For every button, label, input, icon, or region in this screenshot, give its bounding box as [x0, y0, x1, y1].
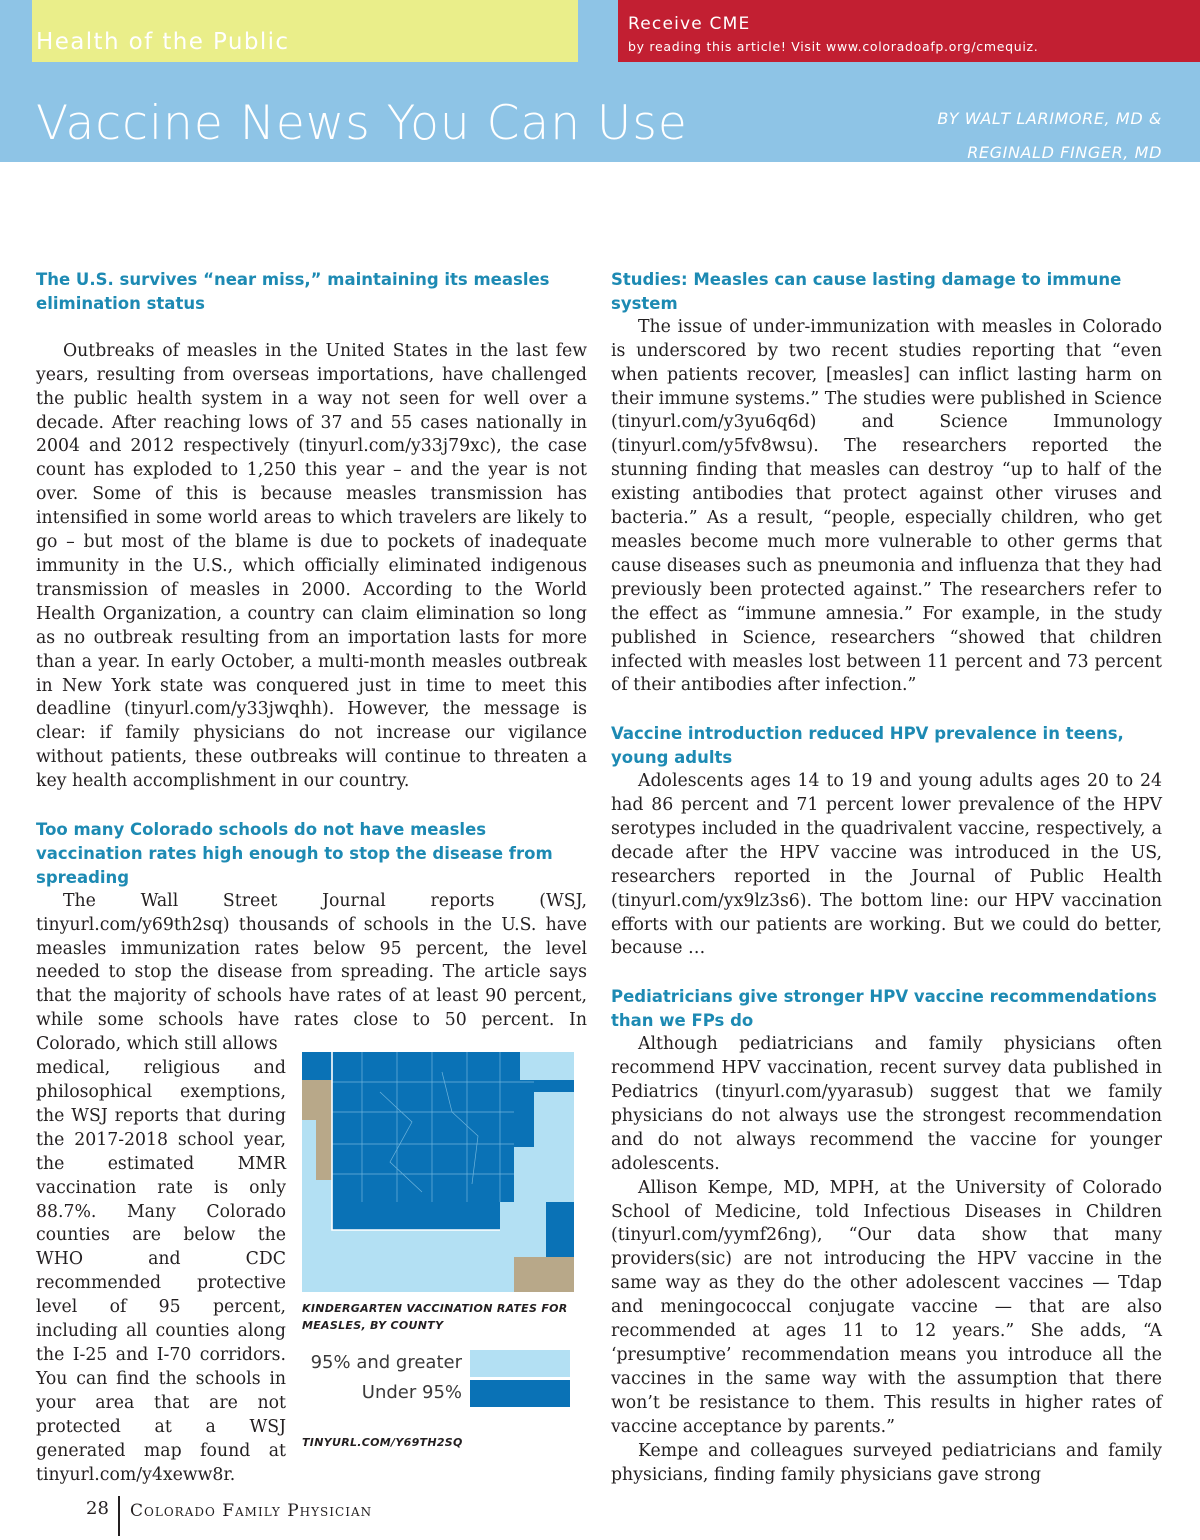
- heading-colorado-schools: Too many Colorado schools do not have measles vaccination rates high enough to stop the disease from spreading: [36, 820, 553, 887]
- heading-hpv-prevalence: Vaccine introduction reduced HPV prevalence in teens, young adults: [611, 724, 1124, 768]
- figure-caption: KINDERGARTEN VACCINATION RATES FOR MEASLES, BY COUNTY: [302, 1302, 568, 1332]
- colorado-county-map: [302, 1052, 574, 1292]
- right-column: [611, 268, 1162, 1487]
- paragraph-pediatricians-hpv: Although pediatricians and family physicians often recommend HPV vaccination, recent survey data published in Pediatrics (tinyurl.com/yyarasub) suggest that we family physicians do not always use the strongest recommendation and do not always recommend the vaccine for younger adolescents.: [611, 1034, 1162, 1174]
- byline: [842, 102, 1162, 170]
- legend-swatch-light: [470, 1350, 570, 1377]
- heading-measles-elimination: The U.S. survives “near miss,” maintaining its measles elimination status: [36, 270, 550, 313]
- paragraph-kempe-quote: Allison Kempe, MD, MPH, at the University of Colorado School of Medicine, told Infectious Diseases in Children (tinyurl.com/yymf26ng), “Our data show that many providers(sic) are not introducing the HPV vaccine in the same way as they do the other adolescent vaccines — Tdap and meningococcal conjugate vaccine — that are also recommended at ages 11 to 12 years.” She adds, “A ‘presumptive’ recommendation means you introduce all the vaccines in the same way with the assumption that there won’t be resistance to them. This results in higher rates of vaccine acceptance by parents.”: [611, 1177, 1162, 1437]
- measles-map-figure: [302, 1052, 574, 1449]
- southern-county-95-plus: [332, 1230, 362, 1252]
- figure-credit[interactable]: TINYURL.COM/Y69TH2SQ: [302, 1436, 463, 1449]
- section-label: Health of the Public: [36, 29, 290, 55]
- byline-line-2: REGINALD FINGER, MD: [967, 143, 1162, 162]
- heading-immune-damage: Studies: Measles can cause lasting damage to immune system: [611, 270, 1122, 313]
- paragraph-colorado-schools: The Wall Street Journal reports (WSJ, tinyurl.com/y69th2sq) thousands of schools in the U.S. have measles immunization rates below 95 percent, the level needed to stop the disease from spreading. The article says that the majority of schools have rates of at least 90 percent, while some schools have rates close to 50 percent. In Colorado, which still allows: [36, 890, 587, 1055]
- cme-box: [618, 0, 1200, 62]
- section-tag: [32, 0, 578, 62]
- plains-county-95-plus: [520, 1052, 574, 1080]
- footer-divider: [118, 1496, 120, 1536]
- map-legend: [302, 1350, 574, 1410]
- publication-name: Colorado Family Physician: [130, 1501, 373, 1521]
- legend-row-95-plus: [302, 1350, 574, 1380]
- paragraph-kempe-survey: Kempe and colleagues surveyed pediatricians and family physicians, finding family physicians gave strong: [611, 1440, 1162, 1485]
- paragraph-measles-elimination: Outbreaks of measles in the United States in the last few years, resulting from overseas importations, have challenged the public health system in a way not seen for well over a decade. After reaching lows of 37 and 55 cases nationally in 2004 and 2012 respectively (tinyurl.com/y33j79xc), the case count has exploded to 1,250 this year – and the year is not over. Some of this is because measles transmission has intensified in some world areas to which travelers are likely to go – but most of the blame is due to pockets of inadequate immunity in the U.S., which officially eliminated indigenous transmission of measles in 2000. According to the World Health Organization, a country can claim elimination so long as no outbreak resulting from an importation lasts for more than a year. In early October, a multi-month measles outbreak in New York state was conquered just in time to meet this deadline (tinyurl.com/y33jwqhh). However, the message is clear: if family physicians do not increase our vigilance without patients, these outbreaks will continue to threaten a key health accomplishment in our country.: [36, 340, 587, 792]
- byline-line-1: BY WALT LARIMORE, MD &: [937, 109, 1162, 128]
- kansas-county-under-95: [546, 1202, 574, 1257]
- southern-county-band: [332, 1202, 500, 1230]
- legend-row-under-95: [302, 1380, 574, 1410]
- paragraph-colorado-schools-continued: medical, religious and philosophical exemptions, the WSJ reports that during the 2017-2018 school year, the estimated MMR vaccination rate is only 88.7%. Many Colorado counties are below the WHO and CDC recommended protective level of 95 percent, including all counties along the I-25 and I-70 corridors. You can find the schools in your area that are not protected at a WSJ generated map found at tinyurl.com/y4xeww8r.: [36, 1058, 286, 1485]
- page-title: Vaccine News You Can Use: [36, 96, 688, 151]
- cme-link-text[interactable]: by reading this article! Visit www.coloradoafp.org/cmequiz.: [628, 39, 1039, 54]
- legend-label: Under 95%: [361, 1382, 462, 1403]
- paragraph-immune-damage: The issue of under-immunization with measles in Colorado is underscored by two recent studies reporting that “even when patients recover, [measles] can inflict lasting harm on their immune systems.” The studies were published in Science (tinyurl.com/y3yu6q6d) and Science Immunology (tinyurl.com/y5fv8wsu). The researchers reported the stunning finding that measles can destroy “up to half of the existing antibodies that protect against other viruses and bacteria.” As a result, “people, especially children, who get measles become much more vulnerable to other germs that cause diseases such as pneumonia and influenza that they had previously been protected against.” The researchers refer to the effect as “immune amnesia.” For example, in the study published in Science, researchers “showed that children infected with measles lost between 11 percent and 73 percent of their antibodies after infection.”: [611, 316, 1162, 696]
- page-number: 28: [86, 1498, 109, 1519]
- legend-swatch-dark: [470, 1380, 570, 1407]
- cme-title: Receive CME: [628, 14, 751, 34]
- legend-label: 95% and greater: [310, 1352, 462, 1373]
- paragraph-hpv-prevalence: Adolescents ages 14 to 19 and young adults ages 20 to 24 had 86 percent and 71 percent lower prevalence of the HPV serotypes included in the quadrivalent vaccine, respectively, a decade after the HPV vaccine was introduced in the US, researchers reported in the Journal of Public Health (tinyurl.com/yx9lz3s6). The bottom line: our HPV vaccination efforts with our patients are working. But we could do better, because …: [611, 771, 1162, 959]
- heading-pediatricians-hpv: Pediatricians give stronger HPV vaccine recommendations than we FPs do: [611, 987, 1157, 1031]
- oklahoma-county-no-data: [514, 1257, 574, 1292]
